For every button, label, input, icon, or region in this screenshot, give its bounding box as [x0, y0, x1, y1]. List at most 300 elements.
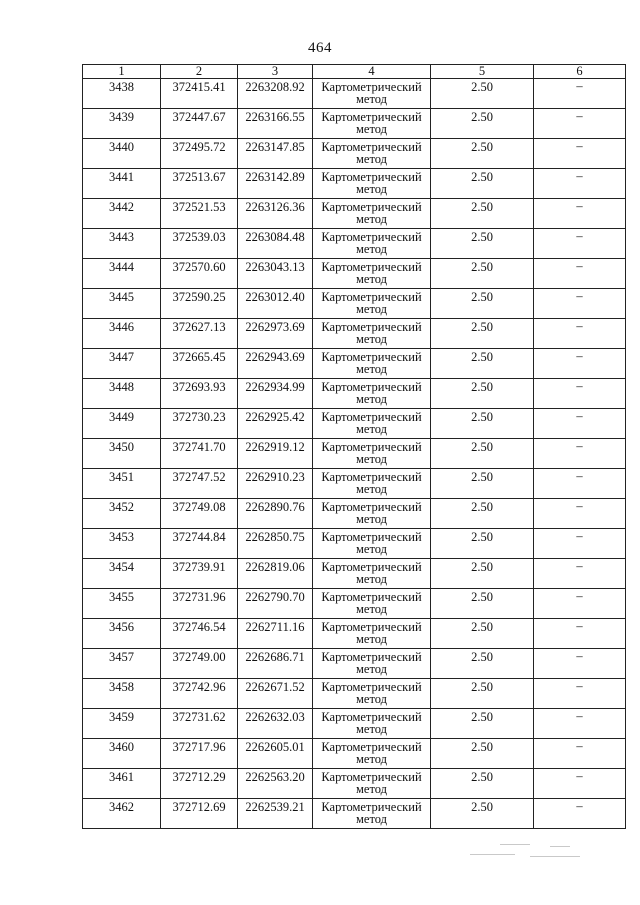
- table-header: [83, 65, 626, 79]
- cell-point-number: [83, 739, 161, 769]
- cell-note-text: –: [576, 169, 583, 183]
- cell-y: [238, 799, 313, 829]
- cell-point-number-text: 3443: [109, 230, 134, 244]
- cell-note: [534, 319, 626, 349]
- cell-method: [313, 799, 431, 829]
- cell-accuracy-text: 2.50: [471, 740, 493, 754]
- cell-method-text: Картометрический метод: [321, 680, 422, 706]
- cell-note-text: –: [576, 769, 583, 783]
- cell-y: [238, 619, 313, 649]
- cell-method-text: Картометрический метод: [321, 320, 422, 346]
- cell-point-number: [83, 439, 161, 469]
- cell-method-text: Картометрический метод: [321, 530, 422, 556]
- cell-x: [161, 139, 238, 169]
- cell-note: [534, 529, 626, 559]
- cell-accuracy: [431, 589, 534, 619]
- cell-accuracy: [431, 439, 534, 469]
- cell-accuracy: [431, 379, 534, 409]
- cell-accuracy: [431, 169, 534, 199]
- table-row: [83, 769, 626, 799]
- cell-point-number-text: 3449: [109, 410, 134, 424]
- cell-accuracy-text: 2.50: [471, 530, 493, 544]
- cell-x: [161, 409, 238, 439]
- cell-method: [313, 769, 431, 799]
- cell-x-text: 372693.93: [172, 380, 226, 394]
- cell-method: [313, 109, 431, 139]
- cell-point-number: [83, 139, 161, 169]
- cell-note-text: –: [576, 379, 583, 393]
- cell-method: [313, 409, 431, 439]
- cell-point-number-text: 3446: [109, 320, 134, 334]
- cell-point-number: [83, 289, 161, 319]
- cell-x: [161, 289, 238, 319]
- cell-note: [534, 559, 626, 589]
- cell-point-number: [83, 409, 161, 439]
- cell-method-text: Картометрический метод: [321, 440, 422, 466]
- cell-x-text: 372665.45: [172, 350, 226, 364]
- cell-x: [161, 199, 238, 229]
- cell-point-number: [83, 259, 161, 289]
- cell-method-text: Картометрический метод: [321, 290, 422, 316]
- cell-method: [313, 469, 431, 499]
- cell-x-text: 372495.72: [172, 140, 226, 154]
- cell-point-number: [83, 559, 161, 589]
- table-row: [83, 739, 626, 769]
- cell-y-text: 2263084.48: [245, 230, 305, 244]
- table-body: [83, 79, 626, 829]
- cell-method: [313, 379, 431, 409]
- cell-point-number: [83, 589, 161, 619]
- cell-x-text: 372513.67: [172, 170, 226, 184]
- cell-method-text: Картометрический метод: [321, 800, 422, 826]
- cell-x: [161, 739, 238, 769]
- cell-method-text: Картометрический метод: [321, 380, 422, 406]
- cell-note: [534, 589, 626, 619]
- cell-method-text: Картометрический метод: [321, 770, 422, 796]
- cell-point-number: [83, 379, 161, 409]
- cell-point-number: [83, 229, 161, 259]
- table-row: [83, 109, 626, 139]
- cell-method: [313, 739, 431, 769]
- cell-accuracy: [431, 499, 534, 529]
- cell-x: [161, 529, 238, 559]
- cell-y: [238, 169, 313, 199]
- cell-point-number-text: 3451: [109, 470, 134, 484]
- cell-note-text: –: [576, 679, 583, 693]
- cell-y-text: 2263012.40: [245, 290, 305, 304]
- cell-note-text: –: [576, 619, 583, 633]
- cell-note-text: –: [576, 709, 583, 723]
- table-row: [83, 559, 626, 589]
- cell-accuracy: [431, 139, 534, 169]
- cell-y-text: 2263208.92: [245, 80, 305, 94]
- cell-note-text: –: [576, 529, 583, 543]
- cell-point-number-text: 3444: [109, 260, 134, 274]
- cell-note-text: –: [576, 439, 583, 453]
- cell-point-number-text: 3448: [109, 380, 134, 394]
- cell-y: [238, 739, 313, 769]
- cell-point-number: [83, 349, 161, 379]
- cell-y: [238, 79, 313, 109]
- cell-accuracy: [431, 349, 534, 379]
- cell-x: [161, 649, 238, 679]
- cell-method: [313, 79, 431, 109]
- cell-y: [238, 139, 313, 169]
- cell-method: [313, 499, 431, 529]
- cell-method-text: Картометрический метод: [321, 710, 422, 736]
- cell-method: [313, 589, 431, 619]
- cell-y: [238, 349, 313, 379]
- cell-y-text: 2262934.99: [245, 380, 305, 394]
- table-row: [83, 79, 626, 109]
- cell-x: [161, 679, 238, 709]
- cell-accuracy-text: 2.50: [471, 410, 493, 424]
- cell-method-text: Картометрический метод: [321, 110, 422, 136]
- cell-accuracy-text: 2.50: [471, 620, 493, 634]
- cell-x-text: 372521.53: [172, 200, 226, 214]
- cell-method-text: Картометрический метод: [321, 410, 422, 436]
- cell-method-text: Картометрический метод: [321, 500, 422, 526]
- cell-y-text: 2263166.55: [245, 110, 305, 124]
- cell-point-number: [83, 169, 161, 199]
- cell-x-text: 372717.96: [172, 740, 226, 754]
- cell-point-number: [83, 529, 161, 559]
- cell-point-number: [83, 709, 161, 739]
- cell-y-text: 2262605.01: [245, 740, 305, 754]
- cell-accuracy: [431, 229, 534, 259]
- cell-accuracy-text: 2.50: [471, 470, 493, 484]
- cell-note-text: –: [576, 409, 583, 423]
- cell-y-text: 2262910.23: [245, 470, 305, 484]
- cell-accuracy-text: 2.50: [471, 380, 493, 394]
- cell-x: [161, 79, 238, 109]
- cell-method: [313, 229, 431, 259]
- cell-method-text: Картометрический метод: [321, 350, 422, 376]
- cell-y-text: 2262790.70: [245, 590, 305, 604]
- table-row: [83, 289, 626, 319]
- table-row: [83, 589, 626, 619]
- cell-y-text: 2262563.20: [245, 770, 305, 784]
- cell-method: [313, 649, 431, 679]
- cell-y-text: 2263142.89: [245, 170, 305, 184]
- cell-note: [534, 769, 626, 799]
- table-row: [83, 679, 626, 709]
- cell-point-number-text: 3445: [109, 290, 134, 304]
- table-row: [83, 469, 626, 499]
- cell-note-text: –: [576, 109, 583, 123]
- cell-method: [313, 709, 431, 739]
- cell-point-number-text: 3454: [109, 560, 134, 574]
- table-row: [83, 199, 626, 229]
- cell-note: [534, 259, 626, 289]
- cell-point-number-text: 3458: [109, 680, 134, 694]
- cell-point-number: [83, 619, 161, 649]
- header-row: [83, 65, 626, 79]
- cell-note: [534, 619, 626, 649]
- cell-accuracy-text: 2.50: [471, 500, 493, 514]
- page-number: 464: [308, 40, 332, 56]
- cell-accuracy-text: 2.50: [471, 590, 493, 604]
- cell-point-number-text: 3452: [109, 500, 134, 514]
- table-row: [83, 259, 626, 289]
- header-col-2: 2: [161, 65, 238, 79]
- cell-method: [313, 349, 431, 379]
- cell-y-text: 2262890.76: [245, 500, 305, 514]
- cell-x: [161, 379, 238, 409]
- cell-method-text: Картометрический метод: [321, 80, 422, 106]
- cell-method-text: Картометрический метод: [321, 560, 422, 586]
- cell-point-number-text: 3441: [109, 170, 134, 184]
- cell-x: [161, 109, 238, 139]
- cell-x: [161, 799, 238, 829]
- cell-point-number-text: 3459: [109, 710, 134, 724]
- cell-point-number: [83, 469, 161, 499]
- cell-accuracy: [431, 109, 534, 139]
- cell-x: [161, 259, 238, 289]
- cell-x-text: 372539.03: [172, 230, 226, 244]
- cell-note-text: –: [576, 259, 583, 273]
- table-row: [83, 799, 626, 829]
- cell-y-text: 2262711.16: [245, 620, 305, 634]
- cell-y: [238, 229, 313, 259]
- cell-y: [238, 439, 313, 469]
- cell-accuracy: [431, 739, 534, 769]
- cell-x-text: 372747.52: [172, 470, 226, 484]
- table-row: [83, 169, 626, 199]
- cell-accuracy-text: 2.50: [471, 770, 493, 784]
- cell-y-text: 2262671.52: [245, 680, 305, 694]
- cell-note: [534, 649, 626, 679]
- cell-note: [534, 139, 626, 169]
- cell-point-number: [83, 199, 161, 229]
- cell-y: [238, 559, 313, 589]
- cell-point-number: [83, 679, 161, 709]
- cell-note: [534, 79, 626, 109]
- cell-note: [534, 379, 626, 409]
- cell-y-text: 2263147.85: [245, 140, 305, 154]
- cell-point-number: [83, 769, 161, 799]
- header-col-4: 4: [313, 65, 431, 79]
- cell-x-text: 372712.29: [172, 770, 226, 784]
- cell-point-number-text: 3440: [109, 140, 134, 154]
- cell-y: [238, 259, 313, 289]
- cell-accuracy-text: 2.50: [471, 260, 493, 274]
- cell-accuracy-text: 2.50: [471, 560, 493, 574]
- cell-method-text: Картометрический метод: [321, 170, 422, 196]
- cell-point-number: [83, 109, 161, 139]
- cell-method-text: Картометрический метод: [321, 200, 422, 226]
- cell-y: [238, 319, 313, 349]
- header-col-6: 6: [534, 65, 626, 79]
- cell-note-text: –: [576, 289, 583, 303]
- cell-y: [238, 709, 313, 739]
- cell-point-number: [83, 799, 161, 829]
- cell-x-text: 372712.69: [172, 800, 226, 814]
- table-row: [83, 499, 626, 529]
- cell-note: [534, 109, 626, 139]
- cell-y: [238, 289, 313, 319]
- cell-x: [161, 469, 238, 499]
- cell-y-text: 2262973.69: [245, 320, 305, 334]
- cell-method: [313, 259, 431, 289]
- cell-method-text: Картометрический метод: [321, 740, 422, 766]
- cell-note-text: –: [576, 649, 583, 663]
- cell-note-text: –: [576, 799, 583, 813]
- cell-point-number-text: 3450: [109, 440, 134, 454]
- cell-accuracy-text: 2.50: [471, 440, 493, 454]
- cell-y-text: 2262819.06: [245, 560, 305, 574]
- cell-y-text: 2262686.71: [245, 650, 305, 664]
- cell-y-text: 2262925.42: [245, 410, 305, 424]
- cell-point-number: [83, 649, 161, 679]
- cell-method: [313, 529, 431, 559]
- cell-method: [313, 619, 431, 649]
- cell-accuracy: [431, 649, 534, 679]
- cell-y: [238, 379, 313, 409]
- cell-y-text: 2262850.75: [245, 530, 305, 544]
- cell-note-text: –: [576, 469, 583, 483]
- cell-accuracy: [431, 199, 534, 229]
- cell-x-text: 372749.08: [172, 500, 226, 514]
- cell-x: [161, 499, 238, 529]
- cell-point-number-text: 3455: [109, 590, 134, 604]
- cell-y: [238, 679, 313, 709]
- cell-accuracy-text: 2.50: [471, 230, 493, 244]
- cell-x-text: 372447.67: [172, 110, 226, 124]
- table-row: [83, 529, 626, 559]
- cell-x: [161, 769, 238, 799]
- cell-y: [238, 409, 313, 439]
- cell-accuracy: [431, 79, 534, 109]
- table-row: [83, 709, 626, 739]
- cell-accuracy: [431, 679, 534, 709]
- cell-x-text: 372742.96: [172, 680, 226, 694]
- cell-accuracy-text: 2.50: [471, 650, 493, 664]
- cell-x-text: 372731.62: [172, 710, 226, 724]
- cell-y: [238, 589, 313, 619]
- cell-point-number-text: 3438: [109, 80, 134, 94]
- cell-accuracy: [431, 529, 534, 559]
- cell-note: [534, 739, 626, 769]
- cell-method-text: Картометрический метод: [321, 260, 422, 286]
- cell-x: [161, 709, 238, 739]
- cell-note: [534, 799, 626, 829]
- cell-x: [161, 559, 238, 589]
- cell-method: [313, 559, 431, 589]
- cell-x-text: 372627.13: [172, 320, 226, 334]
- cell-accuracy-text: 2.50: [471, 170, 493, 184]
- cell-note: [534, 469, 626, 499]
- cell-method: [313, 289, 431, 319]
- cell-method: [313, 139, 431, 169]
- cell-x: [161, 349, 238, 379]
- cell-point-number: [83, 79, 161, 109]
- cell-note-text: –: [576, 499, 583, 513]
- cell-note: [534, 499, 626, 529]
- cell-x-text: 372741.70: [172, 440, 226, 454]
- table-row: [83, 379, 626, 409]
- cell-x-text: 372749.00: [172, 650, 226, 664]
- cell-method: [313, 679, 431, 709]
- cell-accuracy-text: 2.50: [471, 350, 493, 364]
- cell-method-text: Картометрический метод: [321, 140, 422, 166]
- cell-note: [534, 229, 626, 259]
- table-row: [83, 139, 626, 169]
- cell-note: [534, 169, 626, 199]
- cell-note: [534, 439, 626, 469]
- cell-x: [161, 439, 238, 469]
- cell-accuracy: [431, 259, 534, 289]
- cell-point-number: [83, 319, 161, 349]
- cell-y-text: 2262919.12: [245, 440, 305, 454]
- header-col-1: 1: [83, 65, 161, 79]
- cell-y-text: 2262943.69: [245, 350, 305, 364]
- cell-x: [161, 589, 238, 619]
- cell-y-text: 2263126.36: [245, 200, 305, 214]
- cell-accuracy: [431, 559, 534, 589]
- cell-accuracy: [431, 769, 534, 799]
- cell-accuracy-text: 2.50: [471, 680, 493, 694]
- cell-note-text: –: [576, 79, 583, 93]
- coordinates-table: [82, 64, 626, 829]
- cell-y: [238, 109, 313, 139]
- table-row: [83, 649, 626, 679]
- cell-x-text: 372746.54: [172, 620, 226, 634]
- cell-accuracy: [431, 619, 534, 649]
- cell-point-number: [83, 499, 161, 529]
- cell-point-number-text: 3442: [109, 200, 134, 214]
- cell-method-text: Картометрический метод: [321, 470, 422, 496]
- cell-note-text: –: [576, 199, 583, 213]
- cell-x-text: 372739.91: [172, 560, 226, 574]
- cell-x: [161, 169, 238, 199]
- cell-accuracy-text: 2.50: [471, 800, 493, 814]
- cell-x: [161, 319, 238, 349]
- cell-method-text: Картометрический метод: [321, 230, 422, 256]
- cell-point-number-text: 3457: [109, 650, 134, 664]
- cell-y: [238, 499, 313, 529]
- table-row: [83, 619, 626, 649]
- cell-accuracy-text: 2.50: [471, 200, 493, 214]
- cell-accuracy-text: 2.50: [471, 110, 493, 124]
- cell-x-text: 372731.96: [172, 590, 226, 604]
- cell-y-text: 2262539.21: [245, 800, 305, 814]
- cell-accuracy: [431, 799, 534, 829]
- cell-accuracy-text: 2.50: [471, 320, 493, 334]
- table-row: [83, 319, 626, 349]
- cell-accuracy-text: 2.50: [471, 80, 493, 94]
- cell-x-text: 372744.84: [172, 530, 226, 544]
- cell-method: [313, 319, 431, 349]
- cell-method-text: Картометрический метод: [321, 620, 422, 646]
- cell-accuracy: [431, 409, 534, 439]
- cell-y: [238, 649, 313, 679]
- cell-note-text: –: [576, 559, 583, 573]
- cell-note-text: –: [576, 139, 583, 153]
- cell-note-text: –: [576, 589, 583, 603]
- header-col-3: 3: [238, 65, 313, 79]
- cell-note-text: –: [576, 349, 583, 363]
- cell-method: [313, 439, 431, 469]
- cell-point-number-text: 3439: [109, 110, 134, 124]
- cell-note-text: –: [576, 319, 583, 333]
- table-row: [83, 439, 626, 469]
- cell-accuracy: [431, 469, 534, 499]
- cell-accuracy: [431, 289, 534, 319]
- cell-note-text: –: [576, 229, 583, 243]
- table-row: [83, 229, 626, 259]
- cell-accuracy-text: 2.50: [471, 710, 493, 724]
